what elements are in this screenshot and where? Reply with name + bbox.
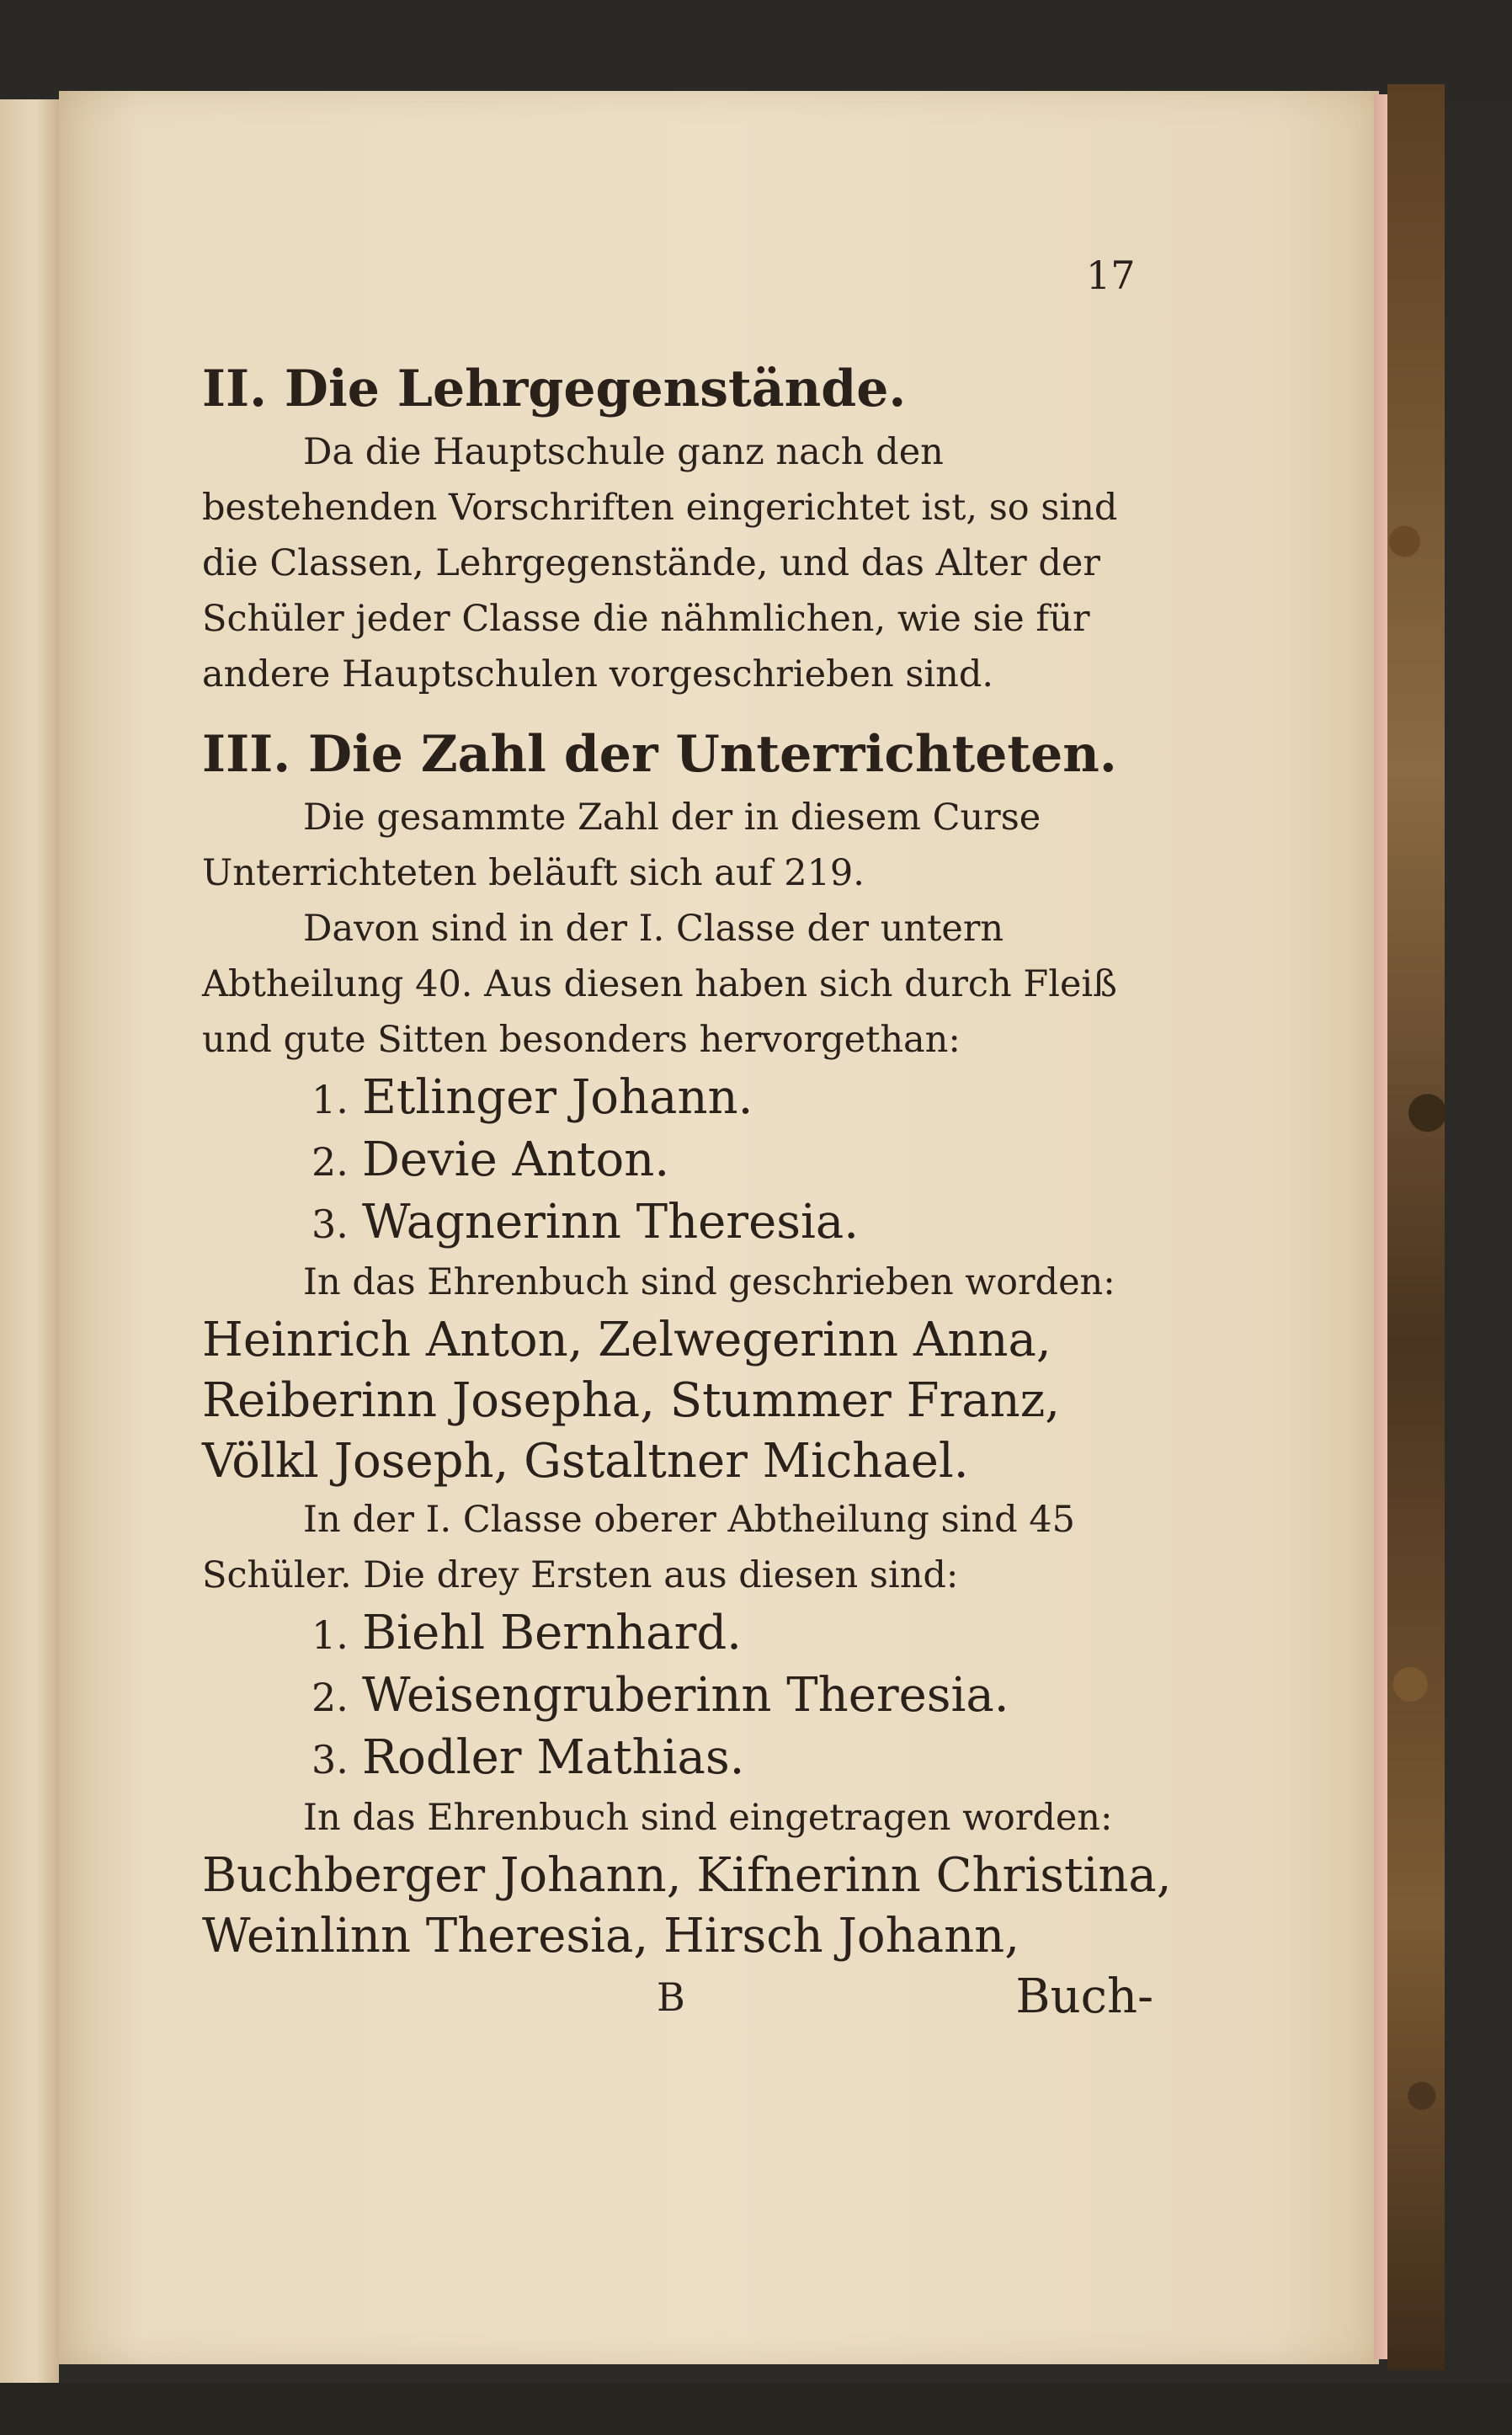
catchword: Buch-: [1015, 1969, 1153, 2024]
page-footer: [202, 1967, 1179, 2027]
lower-class-paragraph: Davon sind in der I. Classe der untern Abtheilung 40. Aus diesen haben sich durch Fleiß und gute Sitten besonders hervorgethan:: [202, 908, 1117, 1061]
section-heading-3: III. Die Zahl der Unterrichteten.: [202, 725, 1117, 784]
list-item: 3. Wagnerinn Theresia.: [311, 1195, 860, 1249]
page-number: 17: [1086, 253, 1136, 298]
section-2-paragraph: Da die Hauptschule ganz nach den bestehenden Vorschriften eingerichtet ist, so sind die Classen, Lehrgegenstände, und das Alter der Schüler jeder Classe die nähmlichen, wie sie für andere Hauptschulen vorgeschrieben sind.: [202, 431, 1118, 695]
lower-honor-names: Heinrich Anton, Zelwegerinn Anna, Reiberinn Josepha, Stummer Franz, Völkl Joseph, Gstaltner Michael.: [202, 1313, 1060, 1489]
upper-honor-names: Buchberger Johann, Kifnerinn Christina, Weinlinn Theresia, Hirsch Johann,: [202, 1848, 1172, 1963]
list-item: 1. Biehl Bernhard.: [311, 1606, 742, 1660]
background-top: [0, 0, 1512, 101]
section-heading-2: II. Die Lehrgegenstände.: [202, 360, 907, 418]
upper-class-paragraph: In der I. Classe oberer Abtheilung sind 45 Schüler. Die drey Ersten aus diesen sind:: [202, 1499, 1076, 1596]
upper-honor-intro: In das Ehrenbuch sind eingetragen worden:: [303, 1797, 1113, 1839]
list-item: 2. Weisengruberinn Theresia.: [311, 1668, 1009, 1723]
facing-page-edge: [0, 99, 59, 2383]
upper-class-list: [202, 1603, 1179, 1790]
list-item: 1. Etlinger Johann.: [311, 1070, 753, 1125]
page-edge: [1374, 94, 1387, 2359]
lower-class-list: [202, 1068, 1179, 1255]
background-bottom: [0, 2383, 1512, 2435]
book-cover-edge: [1387, 84, 1445, 2370]
list-item: 3. Rodler Mathias.: [311, 1730, 745, 1785]
signature-mark: B: [657, 1974, 685, 2020]
total-count-paragraph: Die gesammte Zahl der in diesem Curse Unterrichteten beläuft sich auf 219.: [202, 797, 1041, 894]
lower-honor-intro: In das Ehrenbuch sind geschrieben worden:: [303, 1261, 1115, 1303]
list-item: 2. Devie Anton.: [311, 1132, 670, 1187]
page-text: [202, 236, 1179, 2027]
